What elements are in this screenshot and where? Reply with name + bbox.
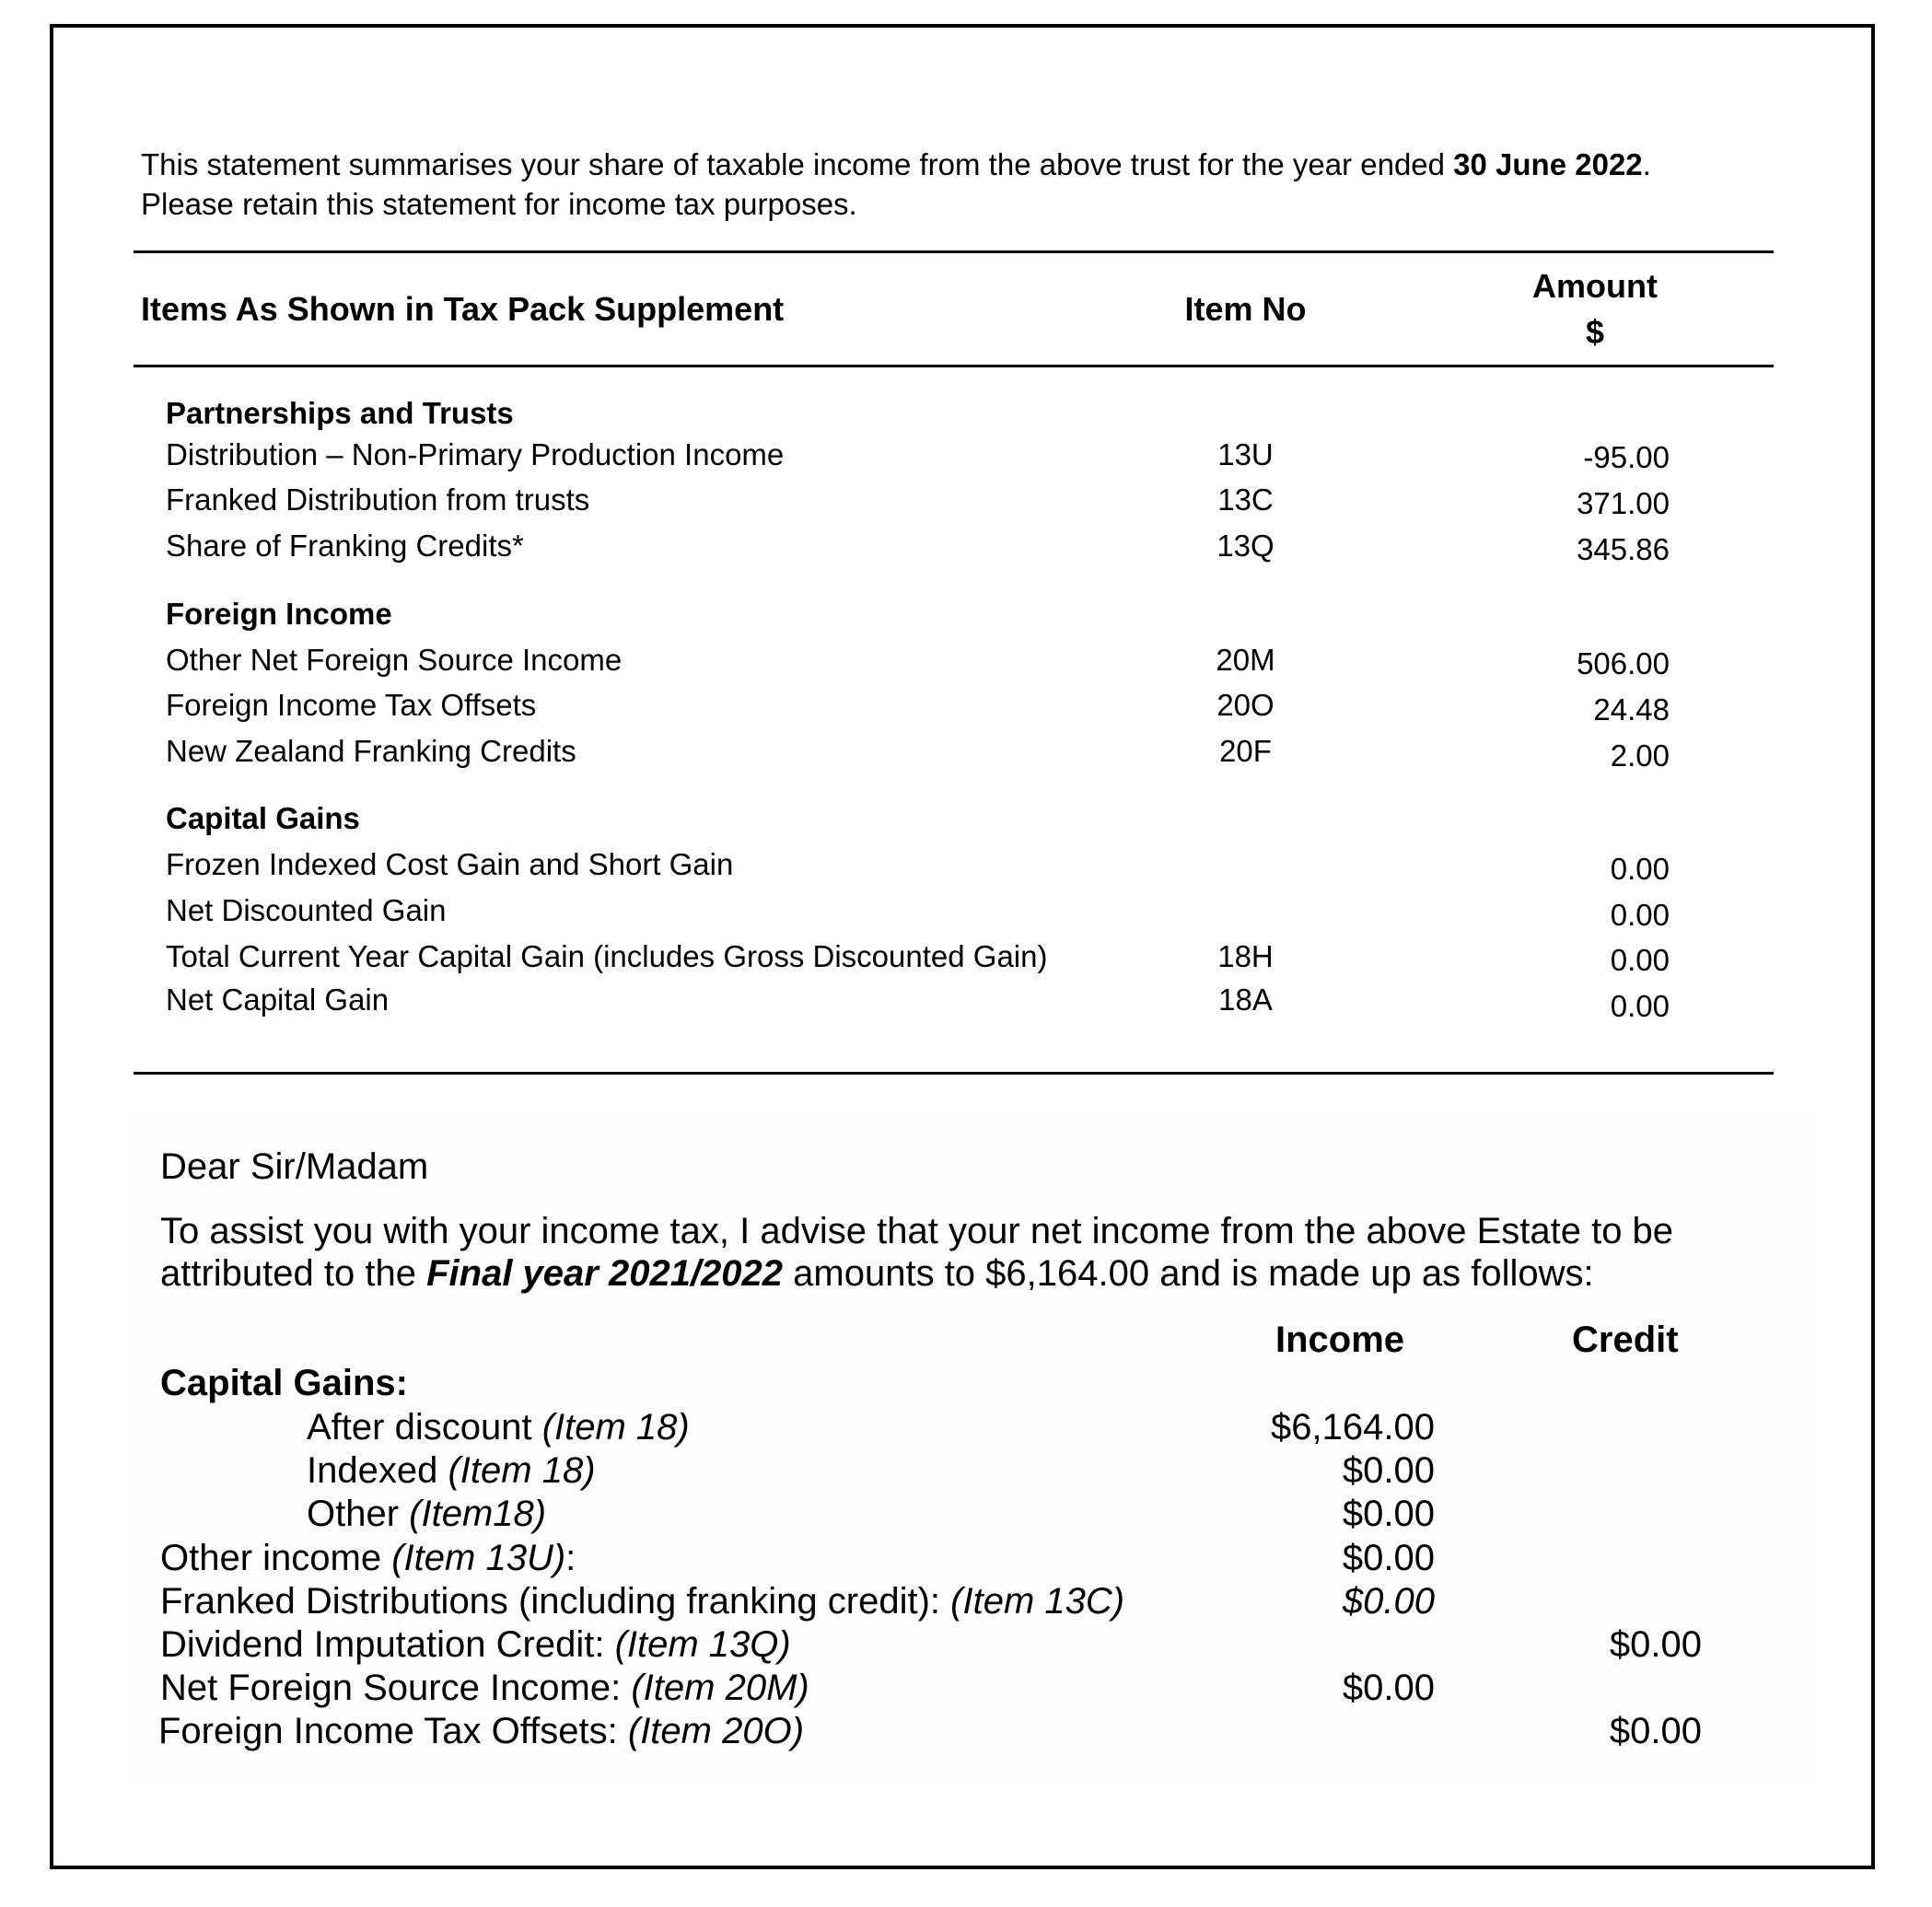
letter-paragraph-line-1: To assist you with your income tax, I advise that your net income from the above Estate to be	[160, 1211, 1674, 1251]
item-reference: (Item 20O)	[627, 1711, 805, 1751]
row-label: Share of Franking Credits*	[166, 529, 524, 563]
row-amount: 0.00	[1610, 943, 1670, 977]
row-code: 20M	[1216, 643, 1275, 677]
table-header-rule	[134, 365, 1774, 367]
letter-row-income: $0.00	[1342, 1668, 1435, 1708]
header-items: Items As Shown in Tax Pack Supplement	[141, 290, 785, 328]
capital-gains-title: Capital Gains:	[160, 1363, 408, 1403]
row-amount: 0.00	[1610, 898, 1670, 932]
row-label: Distribution – Non-Primary Production Income	[166, 437, 785, 471]
row-label: Net Capital Gain	[166, 983, 390, 1017]
row-amount: 0.00	[1610, 852, 1670, 886]
row-amount: -95.00	[1583, 440, 1670, 474]
row-amount: 345.86	[1577, 532, 1670, 566]
row-code: 18A	[1218, 983, 1273, 1017]
year-end-date: 30 June 2022	[1453, 147, 1643, 181]
letter-row-label: Other income (Item 13U):	[160, 1538, 576, 1578]
letter-row-credit: $0.00	[1609, 1711, 1702, 1751]
row-code: 18H	[1217, 939, 1274, 973]
item-reference: (Item 20M)	[631, 1668, 809, 1708]
row-amount: 24.48	[1593, 692, 1670, 727]
row-label: Other Net Foreign Source Income	[166, 643, 623, 677]
intro-line-1	[141, 147, 1651, 182]
column-income: Income	[1275, 1320, 1405, 1360]
row-label: New Zealand Franking Credits	[166, 734, 576, 768]
salutation: Dear Sir/Madam	[160, 1146, 429, 1187]
letter-row-income: $6,164.00	[1271, 1407, 1435, 1448]
row-label: Franked Distribution from trusts	[166, 483, 590, 517]
final-year-label: Final year 2021/2022	[426, 1253, 784, 1294]
row-code: 13U	[1217, 437, 1274, 471]
row-code: 13C	[1217, 483, 1274, 517]
letter-paragraph-line-2	[160, 1253, 1594, 1295]
table-top-rule	[134, 250, 1774, 253]
intro-text: This statement summarises your share of taxable income from the above trust for the year ended	[141, 147, 1454, 181]
row-label: Net Discounted Gain	[166, 893, 447, 927]
letter-row-label: Indexed (Item 18)	[307, 1450, 596, 1491]
item-reference: (Item 13C)	[950, 1581, 1125, 1622]
row-label: Frozen Indexed Cost Gain and Short Gain	[166, 847, 734, 881]
intro-period: .	[1642, 147, 1651, 181]
header-currency: $	[1585, 313, 1605, 351]
item-reference: (Item 13U)	[391, 1538, 566, 1578]
intro-line-2: Please retain this statement for income tax purposes.	[141, 187, 857, 221]
section-title-capital-gains: Capital Gains	[166, 801, 360, 835]
row-label: Foreign Income Tax Offsets	[166, 688, 537, 722]
header-item-no: Item No	[1184, 290, 1307, 328]
paragraph-text: attributed to the	[160, 1253, 427, 1294]
row-amount: 371.00	[1577, 486, 1670, 520]
letter-row-income: $0.00	[1342, 1450, 1435, 1491]
letter-row-income: $0.00	[1342, 1494, 1435, 1534]
letter-row-label: Foreign Income Tax Offsets: (Item 20O)	[158, 1711, 805, 1751]
row-amount: 506.00	[1577, 646, 1670, 680]
row-code: 20O	[1216, 688, 1274, 722]
letter-row-label: After discount (Item 18)	[307, 1407, 690, 1448]
section-title-partnerships: Partnerships and Trusts	[166, 396, 514, 430]
column-credit: Credit	[1572, 1320, 1679, 1360]
item-reference: (Item 18)	[448, 1450, 596, 1491]
item-reference: (Item18)	[409, 1494, 547, 1534]
row-code: 20F	[1219, 734, 1272, 768]
letter-row-label: Franked Distributions (including franking credit): (Item 13C)	[160, 1581, 1125, 1622]
header-amount: Amount	[1532, 267, 1658, 305]
table-bottom-rule	[134, 1072, 1774, 1075]
letter-row-label: Other (Item18)	[307, 1494, 547, 1534]
item-reference: (Item 18)	[541, 1407, 690, 1448]
row-code: 13Q	[1216, 529, 1274, 563]
letter-row-income: $0.00	[1342, 1581, 1435, 1622]
row-amount: 0.00	[1610, 989, 1670, 1023]
paragraph-text: amounts to $6,164.00 and is made up as follows:	[783, 1253, 1594, 1294]
letter-row-credit: $0.00	[1609, 1624, 1702, 1665]
letter-row-label: Net Foreign Source Income: (Item 20M)	[160, 1668, 809, 1708]
letter-row-label: Dividend Imputation Credit: (Item 13Q)	[160, 1624, 791, 1665]
row-amount: 2.00	[1610, 738, 1670, 773]
section-title-foreign: Foreign Income	[166, 597, 392, 631]
letter-row-income: $0.00	[1342, 1538, 1435, 1578]
row-label: Total Current Year Capital Gain (includes Gross Discounted Gain)	[166, 939, 1048, 973]
item-reference: (Item 13Q)	[614, 1624, 791, 1665]
